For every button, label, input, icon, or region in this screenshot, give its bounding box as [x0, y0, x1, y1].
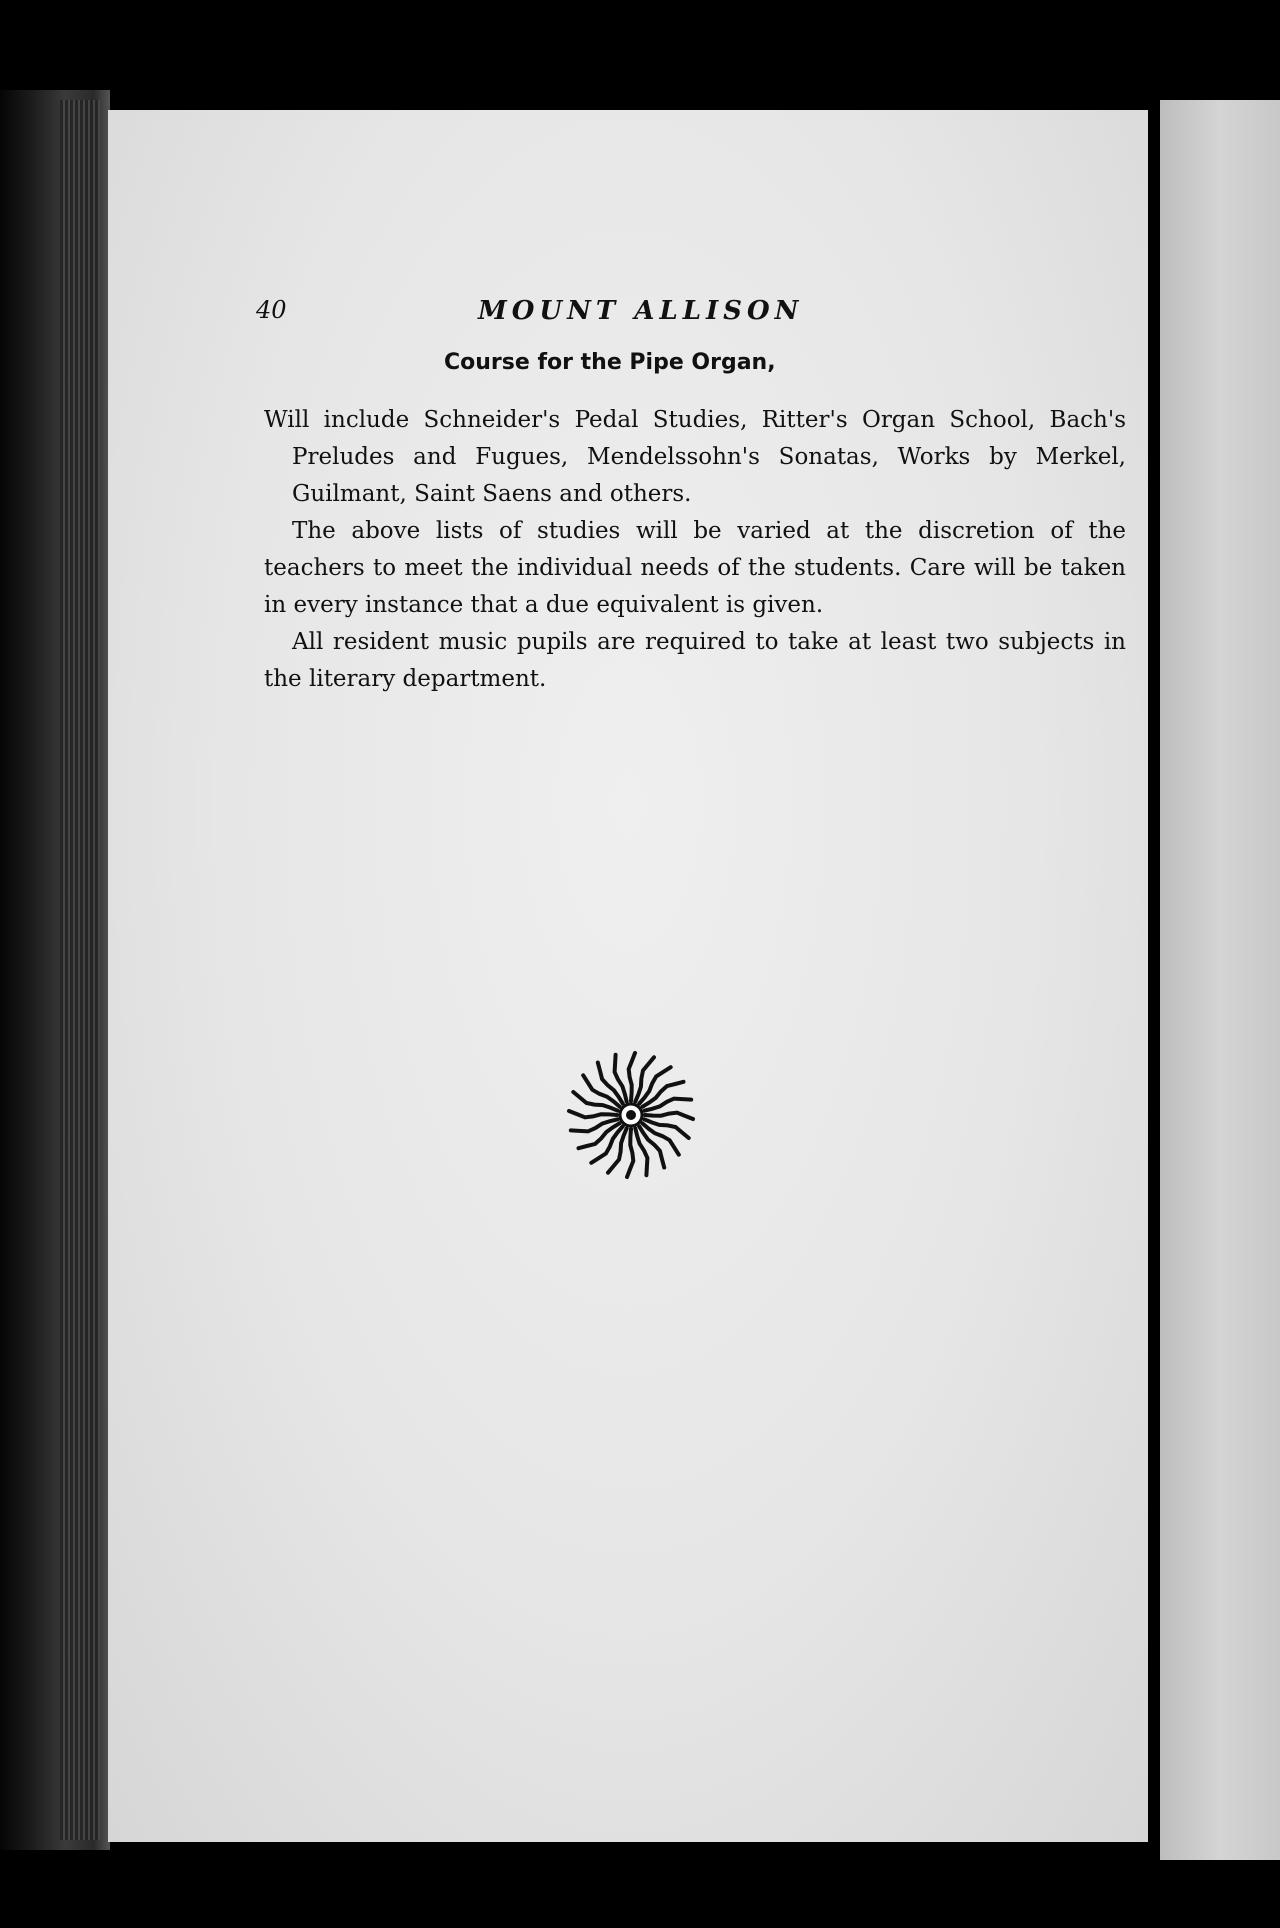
- sunburst-ornament-icon: [561, 1045, 701, 1185]
- page-edges: [60, 100, 100, 1840]
- sunburst-ray: [569, 1111, 617, 1117]
- paragraph-discretion: The above lists of studies will be varied at the discretion of the teachers to meet the individual needs of the students. Care will be taken in every instance that a due equivalent is given.: [264, 518, 1126, 618]
- paragraph-literary: All resident music pupils are required to take at least two subjects in the literary department.: [264, 629, 1126, 692]
- running-title: MOUNT ALLISON: [478, 296, 804, 326]
- page-gutter: [1148, 100, 1160, 1860]
- page-header: [108, 296, 1148, 336]
- book-page: [108, 110, 1148, 1842]
- sunburst-ray: [645, 1113, 693, 1119]
- paragraph-organ-works: Will include Schneider's Pedal Studies, Ritter's Organ School, Bach's Preludes and Fugues, Mendelssohn's Sonatas, Works by Merkel, Guilmant, Saint Saens and others.: [264, 407, 1126, 507]
- sunburst-ray: [629, 1053, 635, 1101]
- body-text: [264, 402, 1126, 698]
- adjacent-page-edge: [1160, 100, 1280, 1860]
- sunburst-ray: [627, 1129, 633, 1177]
- section-heading: Course for the Pipe Organ,: [444, 350, 776, 375]
- page-number: 40: [256, 296, 287, 324]
